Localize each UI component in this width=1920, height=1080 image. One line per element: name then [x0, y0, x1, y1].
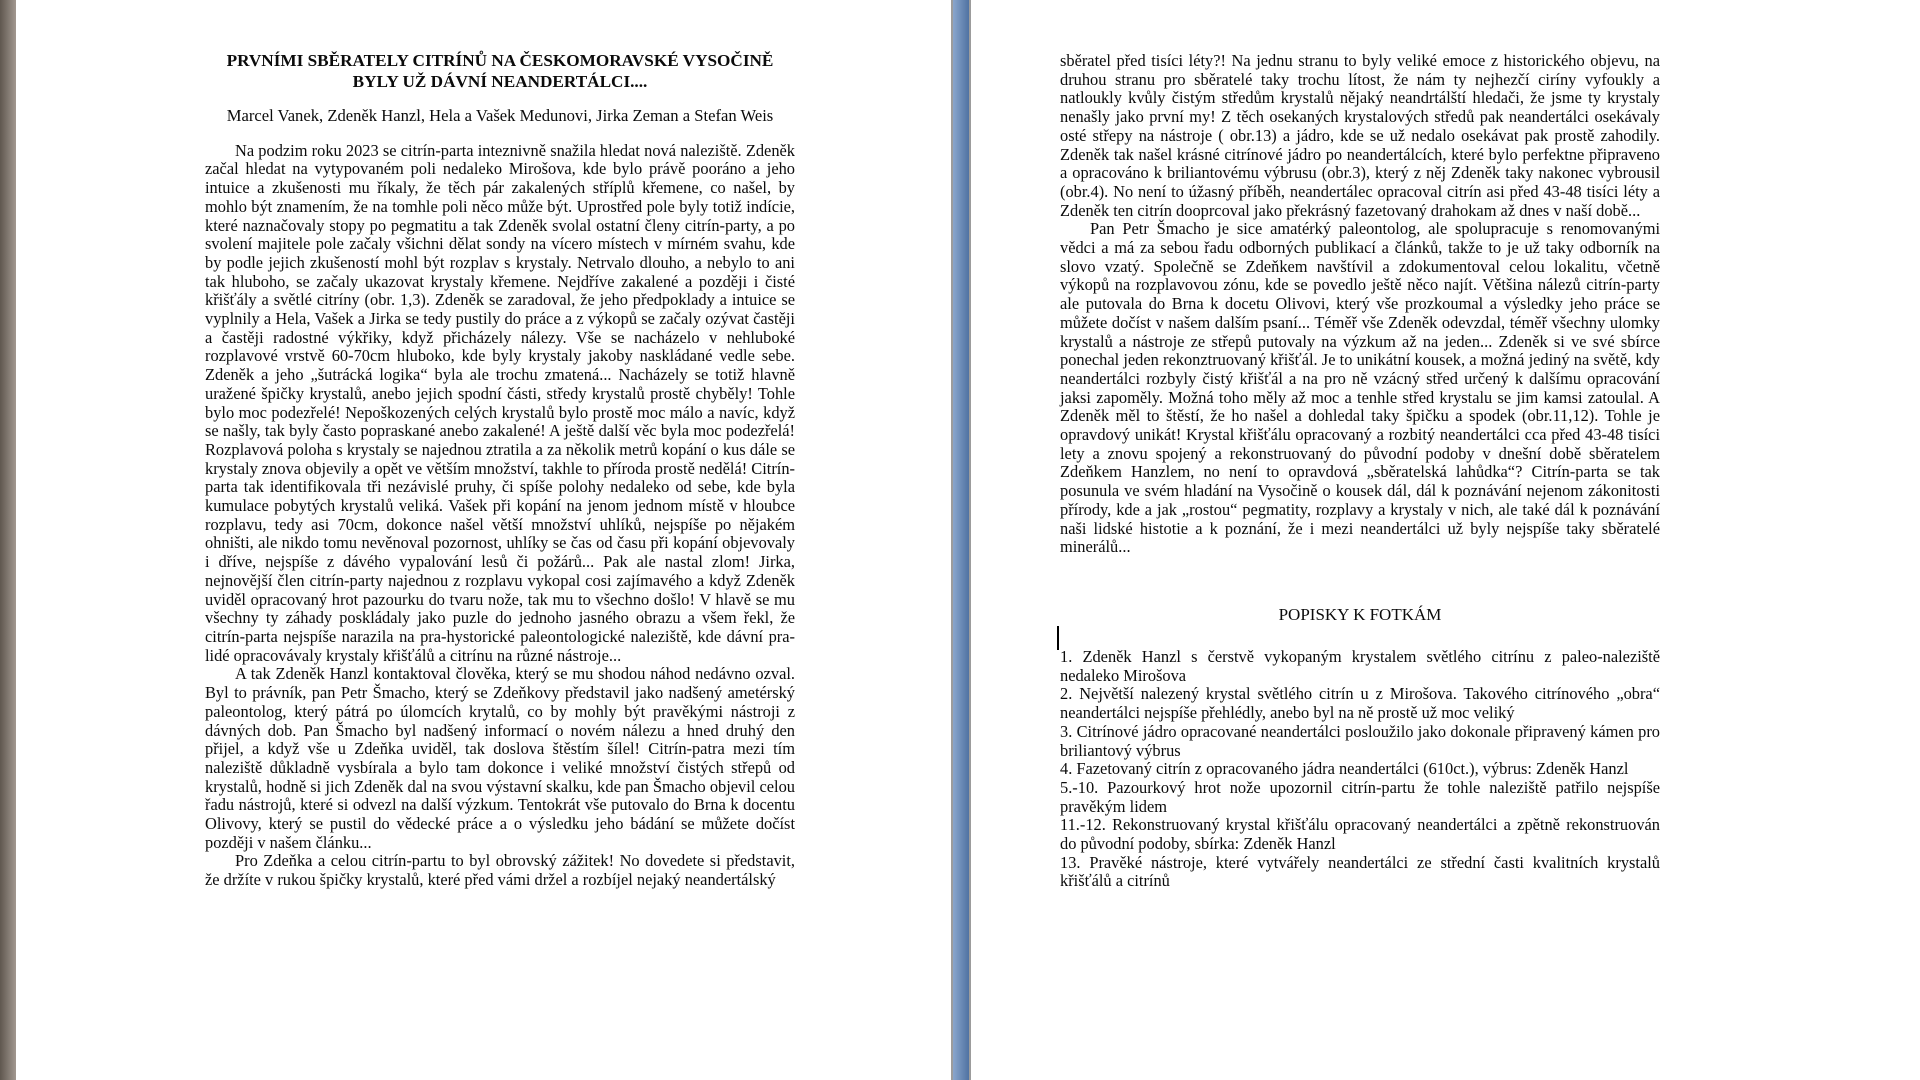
caption-item: 13. Pravěké nástroje, které vytvářely neandertálci ze střední časti kvalitních krystalů křišťálů a citrínů [1060, 852, 1660, 891]
document-title-line2: BYLY UŽ DÁVNÍ NEANDERTÁLCI.... [352, 72, 648, 91]
text-cursor [1057, 626, 1059, 650]
document-title [205, 50, 795, 92]
paragraph: Pro Zdeňka a celou citrín-partu to byl obrovský zážitek! No dovedete si představit, že držíte v rukou špičky krystalů, které před vámi držel a rozbíjel nejaký neandertálský [205, 851, 795, 890]
document-title-line1: PRVNÍMI SBĚRATELY CITRÍNŮ NA ČESKOMORAVSKÉ VYSOČINĚ [226, 51, 774, 70]
paragraph: Pan Petr Šmacho je sice amatérký paleontolog, ale spolupracuje s renomovanými vědci a má za sebou řadu odborných publikací a článků, takže to je už taky odborník na slovo vzatý. Společně se Zdeňkem navštívil a zdokumentoval celou lokalitu, včetně výkopů na rozplavovou zónu, kde se povedlo ještě něco najít. Většina nálezů citrín-party ale putovala do Brna k docetu Olivovi, který vše prozkoumal a výsledky jeho práce se můžete dočíst v našem dalším psaní... Téměř vše Zdeněk odevzdal, téměř všechny ulomky krystalů a nástroje ze střepů putovaly na výzkum až na jeden... Zdeněk si ve své sbírce ponechal jeden rekonztruovaný křišťál. Je to unikátní kousek, a možná jediný na světě, kdy neandertálci rozbyly čistý křišťál a na pro ně vzácný střed určený k dalšímu opracování jaksi zapoměly. Možná toho měly až moc a tenhle střed krystalu se jim kamsi zatoulal. A Zdeněk měl to štěstí, že ho našel a dohledal taky špičku a spodek (obr.11,12). Tohle je opravdový unikát! Krystal křišťálu opracovaný a rozbitý neandertálci cca před 43-48 tisíci lety a znovu spojený a rekonstruovaný do původní podoby v dnešní době sběratelem Zdeňkem Hanzlem, no není to opravdová „sběratelská lahůdka“? Citrín-parta se tak posunula ve svém hladání na Vysočině o kousek dál, dál k poznávání nejenom zákonitosti přírody, kde a jak „rostou“ pegmatity, rozplavy a krystaly v nich, ale také dál k poznávání naši lidské histotie a k poznání, že i mezi neandertálci už byly nejspíše taky sběratelé minerálů... [1060, 219, 1660, 557]
paragraph: A tak Zdeněk Hanzl kontaktoval člověka, který se mu shodou náhod nedávno ozval. Byl to právník, pan Petr Šmacho, který se Zdeňkovy představil jako nadšený ametérský paleontolog, který pátrá po úlomcích krytalů, co by mohly být pravěkými nástroji z dávných dob. Pan Šmacho byl nadšený informací o novém nálezu a hned druhý den přijel, a když vše u Zdeňka uviděl, tak doslova štěstím šílel! Citrín-patra mezi tím naleziště důkladně vysbírala a bylo tam dokonce i veliké množství čistých střepů od krystalů, hodně si jich Zdeněk dal na svou výstavní skalku, kde pan Šmacho objevil celou řadu nástrojů, které si odvezl na další výzkum. Tentokrát vše putovalo do Brna k docentu Olivovy, který se pustil do vědecké práce a o výsledku jeho bádání se můžete dočíst později v našem článku... [205, 664, 795, 852]
empty-line [1060, 626, 1660, 646]
photo-captions-heading: POPISKY K FOTKÁM [1278, 604, 1442, 624]
caption-item: 4. Fazetovaný citrín z opracovaného jádra neandertálci (610ct.), výbrus: Zdeněk Hanzl [1060, 759, 1629, 779]
left-page-text-column [205, 50, 795, 890]
caption-item: 5.-10. Pazourkový hrot nože upozornil citrín-partu že tohle naleziště patřilo nejspíše pravěkým lidem [1060, 777, 1660, 816]
caption-item: 2. Největší nalezený krystal světlého citrín u z Mirošova. Takového citrínového „obra“ neandertálci nejspíše přehlédly, anebo byl na ně prostě už moc veliký [1060, 684, 1660, 723]
authors-line: Marcel Vanek, Zdeněk Hanzl, Hela a Vašek Medunovi, Jirka Zeman a Stefan Weis [226, 106, 774, 125]
caption-item: 11.-12. Rekonstruovaný krystal křišťálu opracovaný neandertálci a zpětně rekonstruován do původní podoby, sbírka: Zdeněk Hanzl [1060, 815, 1660, 854]
vertical-scrollbar[interactable] [951, 0, 971, 1080]
paragraph: sběratel před tisíci léty?! Na jednu stranu to byly veliké emoce z historického objevu, na druhou stranu pro sběratelé taky trochu lítost, že nám ty nejhezčí ciríny vyfoukly a natloukly kvůly čistým středům krystalů nějaký neandrtálští hledači, že jsme ty krystaly nenašly jako první my! Z těch osekaných krystalových středů pak neandertálci osekávaly osté střepy na nástroje ( obr.13) a jádro, kde se už nedalo osekávat pak prostě zahodily. Zdeněk tak našel krásné citrínové jádro po neandertálcích, které bylo perfektne připraveno a opracováno k briliantovému výbrusu (obr.3), který z něj Zdeněk taky nakonec vybrousil (obr.4). No není to úžasný příběh, neandertálec opracoval citrín asi před 43-48 tisíci léty a Zdeněk ten citrín dooprcoval jako překrásný fazetovaný drahokam až dnes v naší době... [1060, 51, 1660, 220]
caption-item: 1. Zdeněk Hanzl s čerstvě vykopaným krystalem světlého citrínu z paleo-naleziště nedaleko Mirošova [1060, 646, 1660, 685]
right-page-text-column [1060, 52, 1660, 891]
caption-item: 3. Citrínové jádro opracované neandertálci posloužilo jako dokonale připravený kámen pro briliantový výbrus [1060, 721, 1660, 760]
background-window-edge [0, 0, 16, 1080]
paragraph: Na podzim roku 2023 se citrín-parta inteznivně snažila hledat nová naleziště. Zdeněk začal hledat na vytypovaném poli nedaleko Mirošova, kde bylo právě pooráno a jeho intuice a zkušenosti mu říkaly, že těch pár zakalených stříplů křemene, co našel, by mohlo být znamením, že na tomhle poli něco může být. Uprostřed pole byly totiž indície, které naznačovaly stopy po pegmatitu a tak Zdeněk svolal ostatní členy citrín-party, a po svolení majitele pole začaly všichni dělat sondy na vícero místech v mírném svahu, kde by podle jejich zkušeností mohl být rozplav s krystaly. Netrvalo dlouho, a nebylo to ani tak hluboho, se začaly ukazovat krystaly křemene. Nejdříve zakalené a později i čisté křišťály a světlé citríny (obr. 1,3). Zdeněk se zaradoval, že jeho předpoklady a intuice se vyplnily a Hela, Vašek a Jirka se tedy pustily do práce a z výkopů se začaly ozývat častěji a častěji radostné výkřiky, když přicházely nálezy. Vše se nacházelo v nehluboké rozplavové vrstvě 60-70cm hluboko, kde byly krystaly jakoby naskládané vedle sebe. Zdeněk a jeho „šutrácká logika“ byla ale trochu zmatená... Nacházely se totiž hlavně uražené špičky krystalů, anebo jejich spodní části, středy krystalů prostě chyběly! Tohle bylo moc podezřelé! Nepoškozených celých krystalů bylo prostě moc málo a navíc, když se našly, tak byly často popraskané anebo zakalené! A ještě další věc byla moc podezřelá! Rozplavová poloha s krystaly se najednou ztratila a za několik metrů kopání o kus dále se krystaly znova objevily a opět ve větším množství, takhle to příroda prostě nedělá! Citrín-parta tak identifikovala tři nezávislé pruhy, či spíše polohy nedaleko od sebe, kde byla kumulace pobytých krystalů veliká. Vašek při kopání na jenom jednom místě v hloubce rozplavu, tedy asi 70cm, dokonce našel větší množství uhlíků, nejspíše po nějakém ohništi, ale nikdo tomu nevěnoval pozornost, uhlíky se čas od času při kopání objevovaly i dříve, nejspíše z dávého vypalování lesů či požárů... Pak ale nastal zlom! Jirka, nejnovější člen citrín-party najednou z rozplavu vykopal cosi zajímavého a když Zdeněk uviděl opracovaný hrot pazourku do tvaru nože, tak mu to všechno došlo! V hlavě se mu všechny ty záhady poskládaly jako puzle do jednoho jasného obrazu a všem řekl, že citrín-parta nejspíše narazila na pra-hystorické paleontologické naleziště, kde dávní pra-lidé opracovávaly krystaly křišťálů a citrínu na různé nástroje... [205, 140, 795, 665]
